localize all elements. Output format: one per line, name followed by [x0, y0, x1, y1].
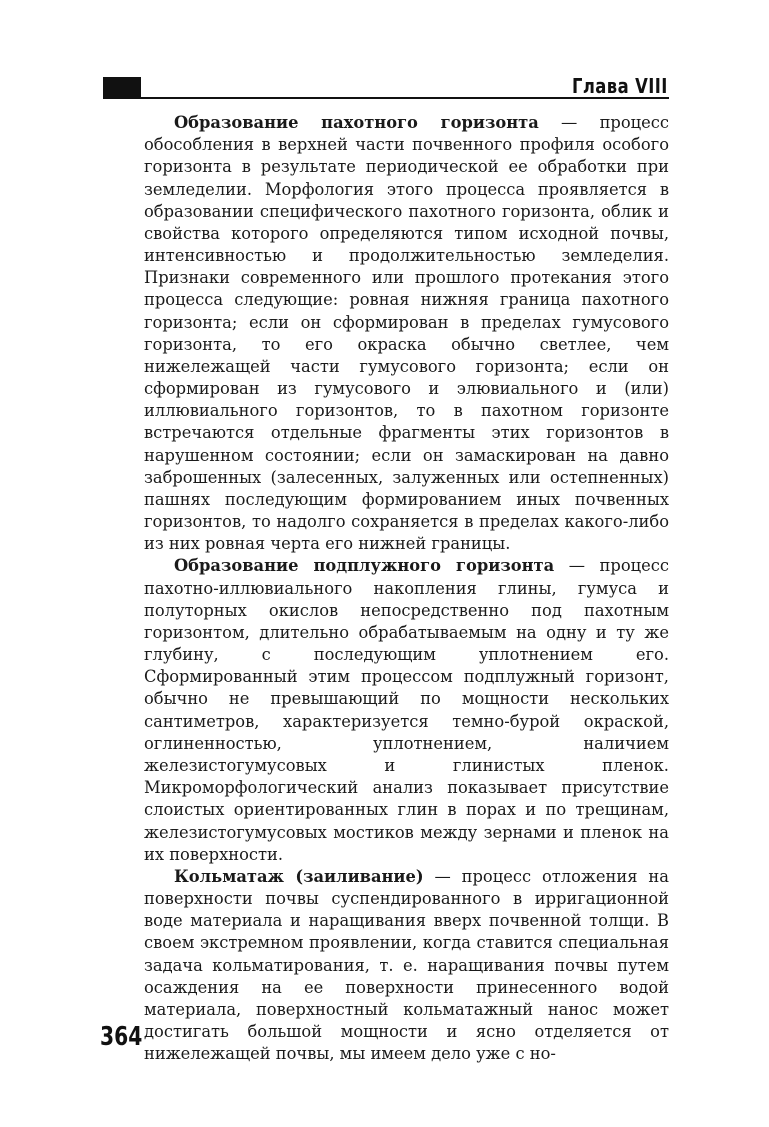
paragraph-text: — процесс пахотно-иллювиального накопления глины, гумуса и полуторных окислов непосредственно под пахотным горизонтом, длительно обрабатываемым на одну и ту же глубину, с последующим уплотнением его. Сформированный этим процессом подплужный горизонт, обычно не превышающий по мощности нескольких сантиметров, характеризуется темно-бурой окраской, оглиненностью, уплотнением, наличием железистогумусовых и глинистых пленок. Микроморфологический анализ показывает присутствие слоистых ориентированных глин в порах и по трещинам, железистогумусовых мостиков между зернами и пленок на их поверхности. — [144, 556, 669, 864]
chapter-title: Глава VIII — [572, 74, 668, 98]
page-body — [144, 112, 669, 1065]
paragraph-colmatage — [144, 866, 669, 1066]
paragraph-plow-horizon — [144, 112, 669, 555]
page-number: 364 — [100, 1022, 143, 1052]
term-heading: Образование подплужного горизонта — [174, 556, 555, 576]
paragraph-text: — процесс отложения на поверхности почвы суспендированного в ирригационной воде материала и наращивания вверх почвенной толщи. В своем экстремном проявлении, когда ставится специальная задача кольматирования, т. е. наращивания почвы путем осаждения на ее поверхности принесенного водой материала, поверхностный кольматажный нанос может достигать большой мощности и ясно отделяется от нижележащей почвы, мы имеем дело уже с но- — [144, 866, 669, 1064]
paragraph-subplow-horizon — [144, 555, 669, 865]
term-heading: Образование пахотного горизонта — [174, 113, 539, 132]
header-bar-marker — [103, 77, 141, 97]
paragraph-text: — процесс обособления в верхней части почвенного профиля особого горизонта в результате периодической ее обработки при земледелии. Морфология этого процесса проявляется в образовании специфического пахотного горизонта, облик и свойства которого определяются типом исходной почвы, интенсивностью и продолжительностью земледелия. Признаки современного или прошлого протекания этого процесса следующие: ровная нижняя граница пахотного горизонта; если он сформирован в пределах гумусового горизонта, то его окраска обычно светлее, чем нижележащей части гумусового горизонта; если он сформирован из гумусового и элювиального и (или) иллювиального горизонтов, то в пахотном горизонте встречаются отдельные фрагменты этих горизонтов в нарушенном состоянии; если он замаскирован на давно заброшенных (залесенных, залуженных или остепненных) пашнях последующим формированием иных почвенных горизонтов, то надолго сохраняется в пределах какого-либо из них ровная черта его нижней границы. — [144, 113, 669, 554]
term-heading: Кольматаж (заиливание) — [174, 866, 424, 886]
